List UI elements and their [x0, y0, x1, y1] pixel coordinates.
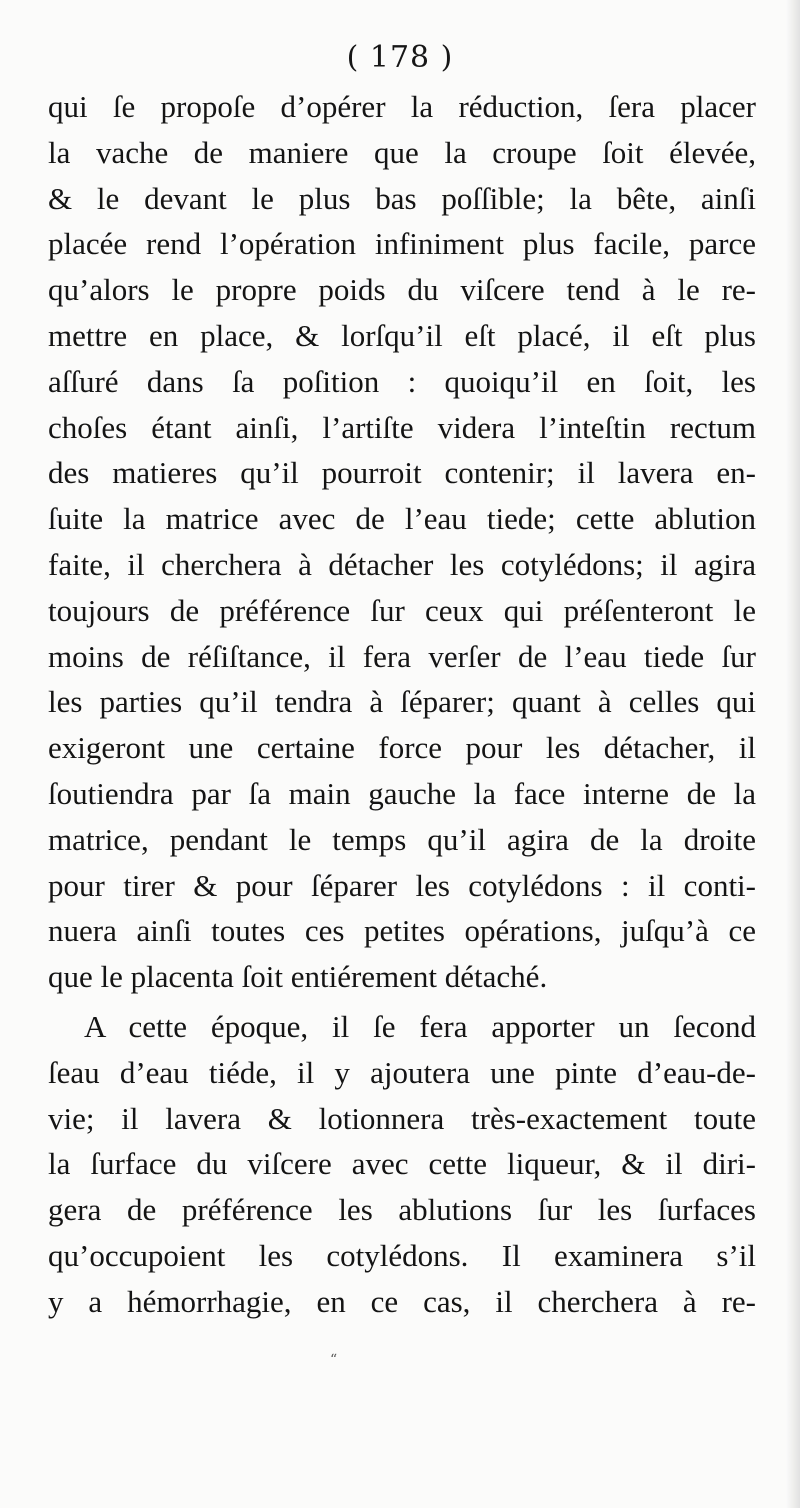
text-line: mettre en place, & lorſqu’il eſt placé, il eſt plus — [48, 317, 756, 353]
text-line: matrice, pendant le temps qu’il agira de la droite — [48, 821, 756, 857]
text-line: faite, il cherchera à détacher les cotylédons; il agira — [48, 546, 756, 582]
text-line: des matieres qu’il pourroit contenir; il lavera en- — [48, 455, 756, 491]
text-line: pour tirer & pour ſéparer les cotylédons : il conti- — [48, 867, 756, 903]
text-line: qu’alors le propre poids du viſcere tend à le re- — [48, 272, 756, 308]
text-line: moins de réſiſtance, il fera verſer de l’eau tiede ſur — [48, 638, 756, 674]
text-line: ſeau d’eau tiéde, il y ajoutera une pinte d’eau-de- — [48, 1054, 756, 1090]
text-line: exigeront une certaine force pour les détacher, il — [48, 730, 756, 766]
text-line: toujours de préférence ſur ceux qui préſenteront le — [48, 592, 756, 628]
text-line: & le devant le plus bas poſſible; la bête, ainſi — [48, 180, 756, 216]
text-line: qu’occupoient les cotylédons. Il examinera s’il — [48, 1237, 756, 1273]
text-line: la vache de maniere que la croupe ſoit élevée, — [48, 134, 756, 170]
page-edge-shadow — [786, 0, 800, 1508]
text-line: y a hémorrhagie, en ce cas, il cherchera à re- — [48, 1283, 756, 1319]
text-line: aſſuré dans ſa poſition : quoiqu’il en ſoit, les — [48, 363, 756, 399]
paragraph-1 — [48, 84, 756, 1000]
text-line: qui ſe propoſe d’opérer la réduction, ſera placer — [48, 89, 756, 124]
text-line: A cette époque, il ſe fera apporter un ſecond — [84, 1008, 756, 1044]
text-line: placée rend l’opération infiniment plus facile, parce — [48, 226, 756, 262]
printer-mark: “ — [330, 1352, 338, 1368]
text-line: ſuite la matrice avec de l’eau tiede; cette ablution — [48, 501, 756, 537]
text-line: la ſurface du viſcere avec cette liqueur, & il diri- — [48, 1146, 756, 1182]
paragraph-2 — [48, 1004, 756, 1325]
text-line: vie; il lavera & lotionnera très-exactement toute — [48, 1100, 756, 1136]
text-line: choſes étant ainſi, l’artiſte videra l’inteſtin rectum — [48, 409, 756, 445]
text-line: gera de préférence les ablutions ſur les ſurfaces — [48, 1192, 756, 1228]
text-line: ſoutiendra par ſa main gauche la face interne de la — [48, 775, 756, 811]
text-line: les parties qu’il tendra à ſéparer; quant à celles qui — [48, 684, 756, 720]
body-text — [48, 84, 756, 1325]
page-number: ( 178 ) — [346, 40, 454, 75]
text-line: que le placenta ſoit entiérement détaché. — [48, 959, 548, 995]
text-line: nuera ainſi toutes ces petites opérations, juſqu’à ce — [48, 913, 756, 949]
